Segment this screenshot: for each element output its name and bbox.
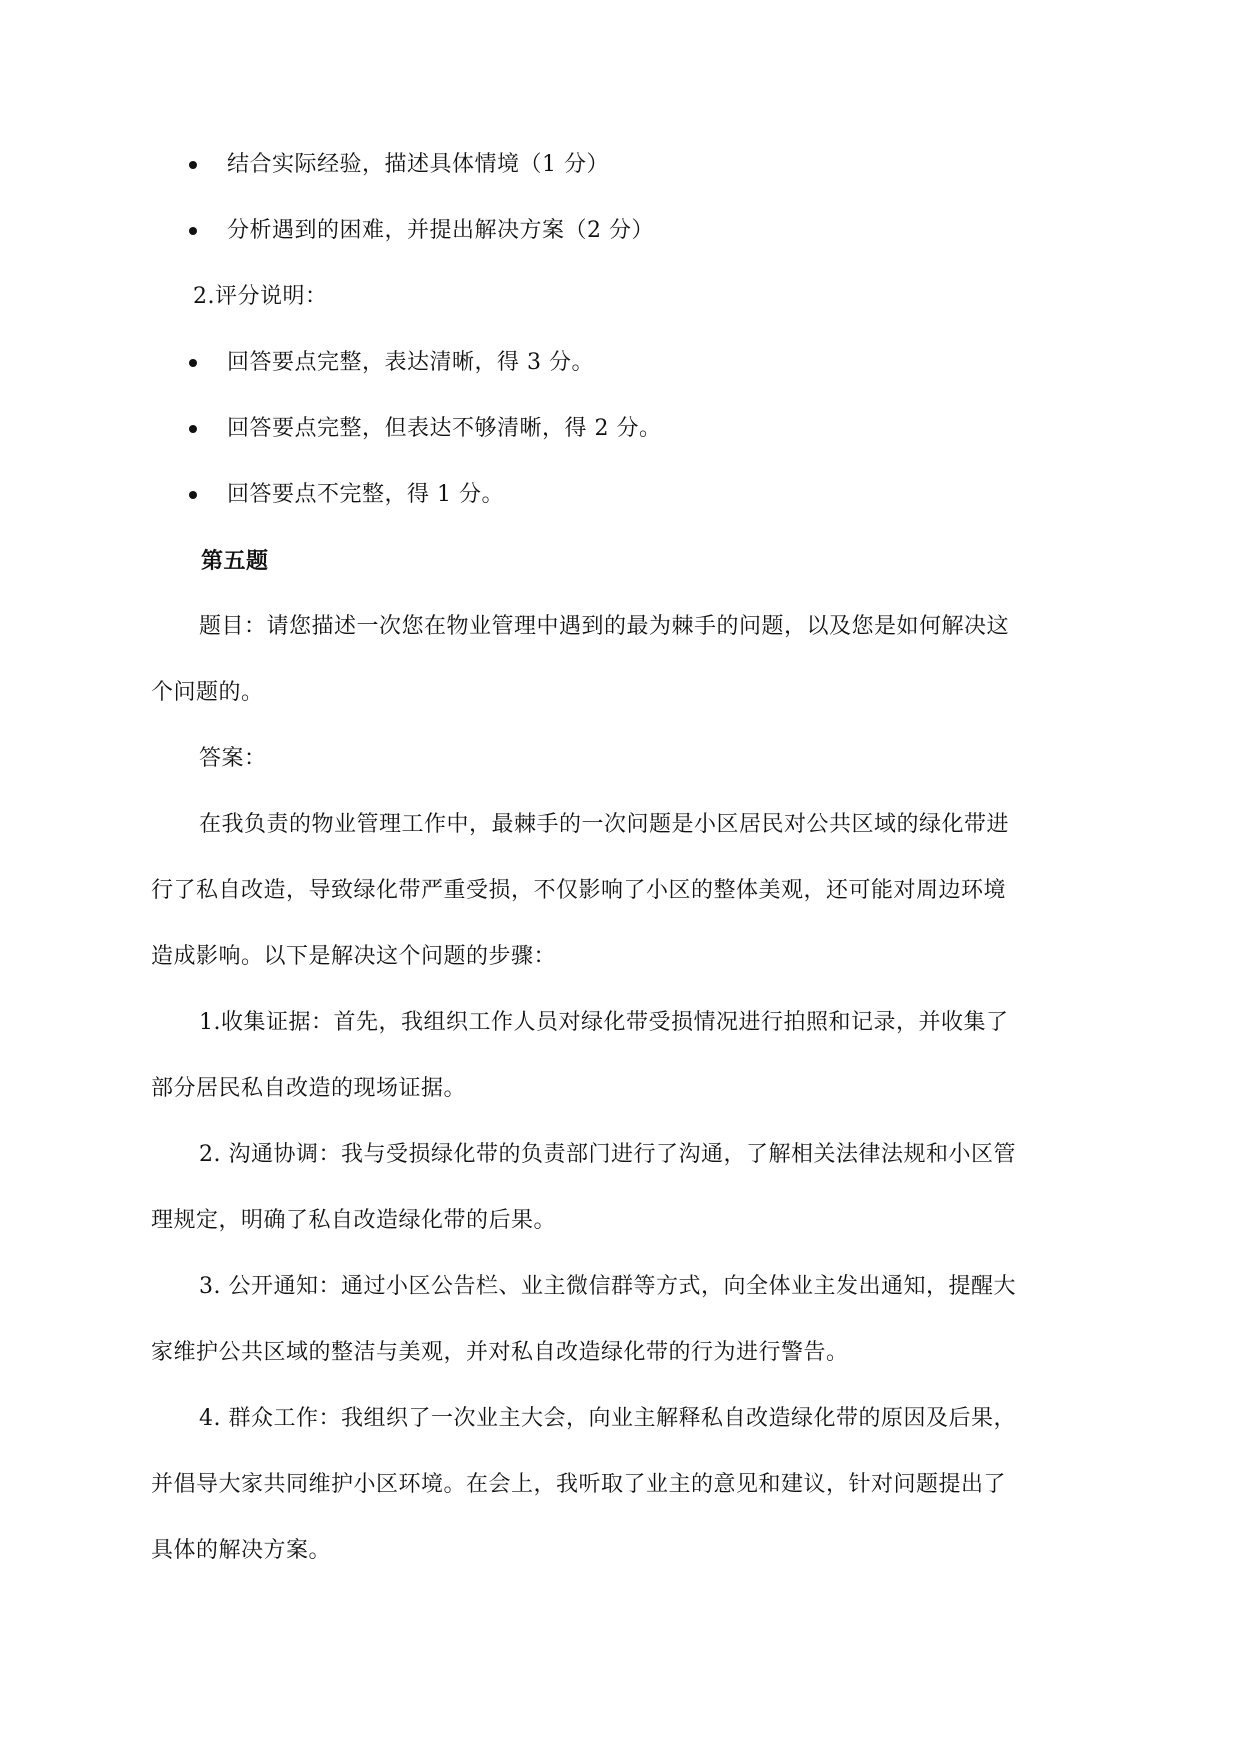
paragraph-line: 家维护公共区域的整洁与美观，并对私自改造绿化带的行为进行警告。 bbox=[151, 1340, 849, 1365]
list-item bbox=[151, 132, 1091, 198]
bullet-icon bbox=[189, 359, 197, 367]
paragraph-line: 题目：请您描述一次您在物业管理中遇到的最为棘手的问题，以及您是如何解决这 bbox=[199, 614, 1010, 639]
step-paragraph bbox=[151, 990, 1091, 1122]
list-item-text: 回答要点完整，表达清晰，得 3 分。 bbox=[227, 350, 594, 375]
list-item bbox=[151, 198, 1091, 264]
bullet-icon bbox=[189, 227, 197, 235]
paragraph-line: 理规定，明确了私自改造绿化带的后果。 bbox=[151, 1208, 557, 1233]
step-paragraph bbox=[151, 1386, 1091, 1584]
section-heading: 第五题 bbox=[201, 548, 269, 574]
paragraph-line: 行了私自改造，导致绿化带严重受损，不仅影响了小区的整体美观，还可能对周边环境 bbox=[151, 878, 1007, 903]
paragraph-line: 个问题的。 bbox=[151, 680, 264, 705]
paragraph-line: 具体的解决方案。 bbox=[151, 1538, 332, 1563]
bullet-icon bbox=[189, 161, 197, 169]
document-body bbox=[151, 132, 1091, 1584]
paragraph-line: 部分居民私自改造的现场证据。 bbox=[151, 1076, 467, 1101]
paragraph-line: 并倡导大家共同维护小区环境。在会上，我听取了业主的意见和建议，针对问题提出了 bbox=[151, 1472, 1007, 1497]
list-item-text: 结合实际经验，描述具体情境（1 分） bbox=[227, 152, 609, 177]
step-paragraph bbox=[151, 1122, 1091, 1254]
list-item-text: 回答要点不完整，得 1 分。 bbox=[227, 482, 504, 507]
answer-label: 答案： bbox=[199, 746, 267, 771]
paragraph-line: 造成影响。以下是解决这个问题的步骤： bbox=[151, 944, 557, 969]
list-item-text: 分析遇到的困难，并提出解决方案（2 分） bbox=[227, 218, 654, 243]
list-item-text: 回答要点完整，但表达不够清晰，得 2 分。 bbox=[227, 416, 662, 441]
paragraph-line: 2. 沟通协调：我与受损绿化带的负责部门进行了沟通，了解相关法律法规和小区管 bbox=[199, 1142, 1016, 1167]
question-paragraph bbox=[151, 594, 1091, 726]
paragraph-line: 4. 群众工作：我组织了一次业主大会，向业主解释私自改造绿化带的原因及后果， bbox=[199, 1406, 1016, 1431]
intro-paragraph bbox=[151, 792, 1091, 990]
bullet-icon bbox=[189, 425, 197, 433]
step-paragraph bbox=[151, 1254, 1091, 1386]
paragraph-line: 1.收集证据：首先，我组织工作人员对绿化带受损情况进行拍照和记录，并收集了 bbox=[199, 1010, 1009, 1035]
paragraph-line: 3. 公开通知：通过小区公告栏、业主微信群等方式，向全体业主发出通知，提醒大 bbox=[199, 1274, 1016, 1299]
bullet-icon bbox=[189, 491, 197, 499]
list-item bbox=[151, 330, 1091, 396]
scoring-title: 2.评分说明： bbox=[193, 284, 328, 309]
list-item bbox=[151, 396, 1091, 462]
paragraph-line: 在我负责的物业管理工作中，最棘手的一次问题是小区居民对公共区域的绿化带进 bbox=[199, 812, 1010, 837]
list-item bbox=[151, 462, 1091, 528]
